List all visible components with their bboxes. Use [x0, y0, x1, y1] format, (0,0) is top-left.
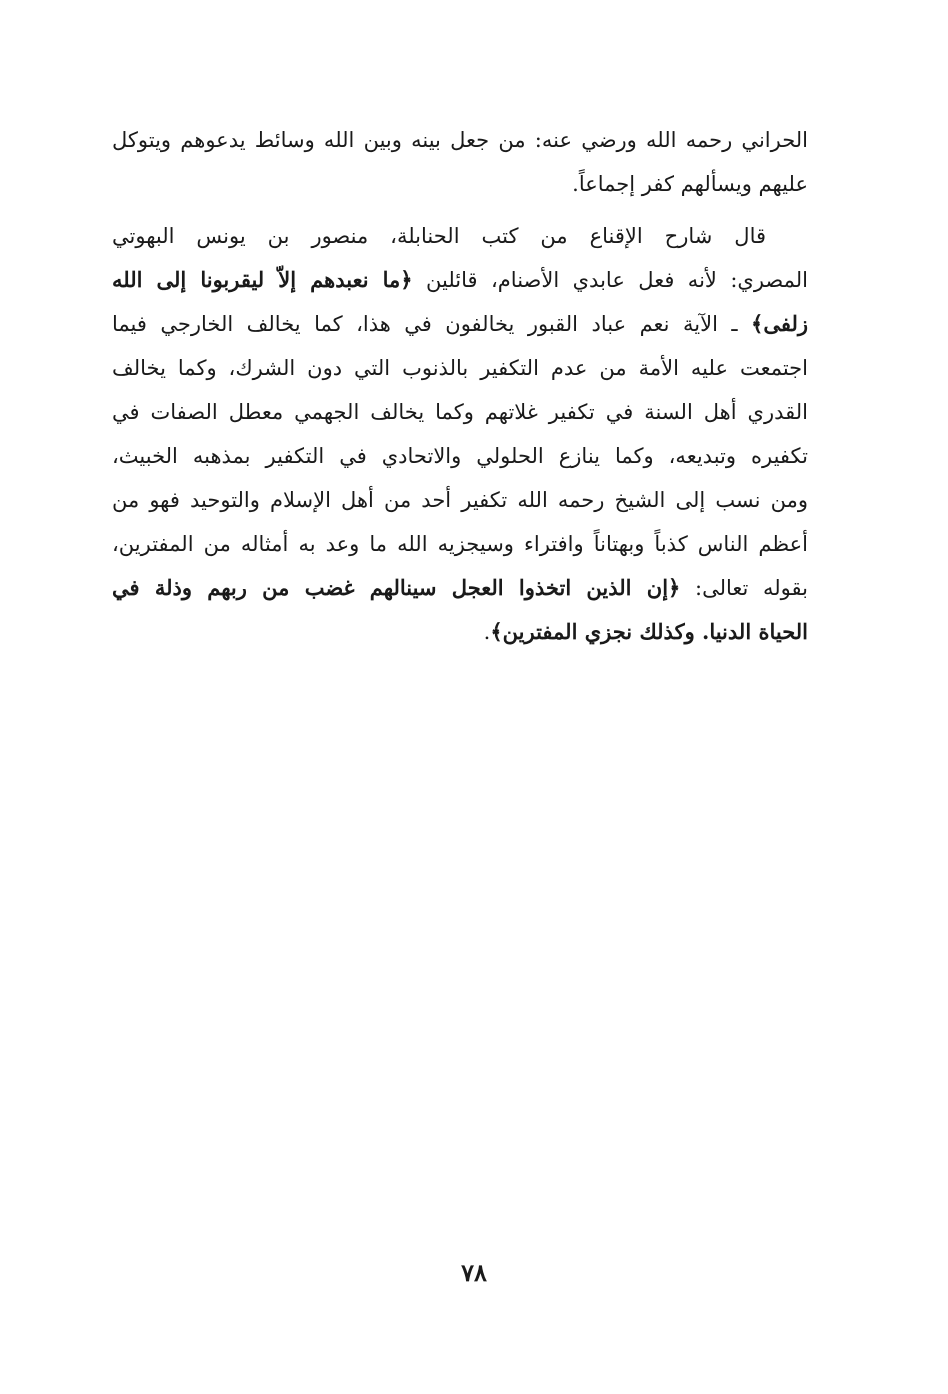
paragraph-2 [112, 214, 808, 654]
text-line [112, 346, 808, 390]
text-run: ومن نسب إلى الشيخ رحمه الله تكفير أحد من أهل الإسلام والتوحيد فهو من [112, 488, 808, 512]
text-line [112, 162, 808, 206]
text-run: عليهم ويسألهم كفر إجماعاً. [572, 172, 808, 196]
text-run: المصري: لأنه فعل عابدي الأصنام، قائلين [412, 268, 809, 292]
text-run: الحراني رحمه الله ورضي عنه: من جعل بينه وبين الله وسائط يدعوهم ويتوكل [112, 128, 808, 152]
text-line [112, 258, 808, 302]
text-line [112, 390, 808, 434]
quran-quote: ﴿ما نعبدهم إلاّ ليقربونا إلى الله [112, 267, 413, 292]
text-run: أعظم الناس كذباً وبهتاناً وافتراء وسيجزيه الله ما وعد به أمثاله من المفترين، [112, 532, 808, 556]
text-run: قال شارح الإقناع من كتب الحنابلة، منصور بن يونس البهوتي [112, 224, 766, 248]
text-run: تكفيره وتبديعه، وكما ينازع الحلولي والاتحادي في التكفير بمذهبه الخبيث، [112, 444, 808, 468]
text-line [112, 522, 808, 566]
text-line [112, 302, 808, 346]
quran-quote: زلفى﴾ [751, 311, 808, 336]
text-line [112, 478, 808, 522]
text-line [112, 610, 808, 654]
text-run: بقوله تعالى: [680, 576, 808, 600]
paragraph-1 [112, 118, 808, 206]
text-line [112, 118, 808, 162]
body-text [112, 118, 808, 654]
text-line [112, 214, 808, 258]
quran-quote: الحياة الدنيا. وكذلك نجزي المفترين﴾ [490, 619, 808, 644]
page-number: ٧٨ [461, 1258, 487, 1287]
quran-quote: ﴿إن الذين اتخذوا العجل سينالهم غضب من ربهم وذلة في [112, 575, 681, 600]
text-run: اجتمعت عليه الأمة من عدم التكفير بالذنوب التي دون الشرك، وكما يخالف [112, 356, 808, 380]
text-line [112, 566, 808, 610]
text-run: . [483, 620, 491, 644]
text-run: ـ الآية نعم عباد القبور يخالفون في هذا، كما يخالف الخارجي فيما [112, 312, 752, 336]
text-line [112, 434, 808, 478]
text-run: القدري أهل السنة في تكفير غلاتهم وكما يخالف الجهمي معطل الصفات في [112, 400, 808, 424]
